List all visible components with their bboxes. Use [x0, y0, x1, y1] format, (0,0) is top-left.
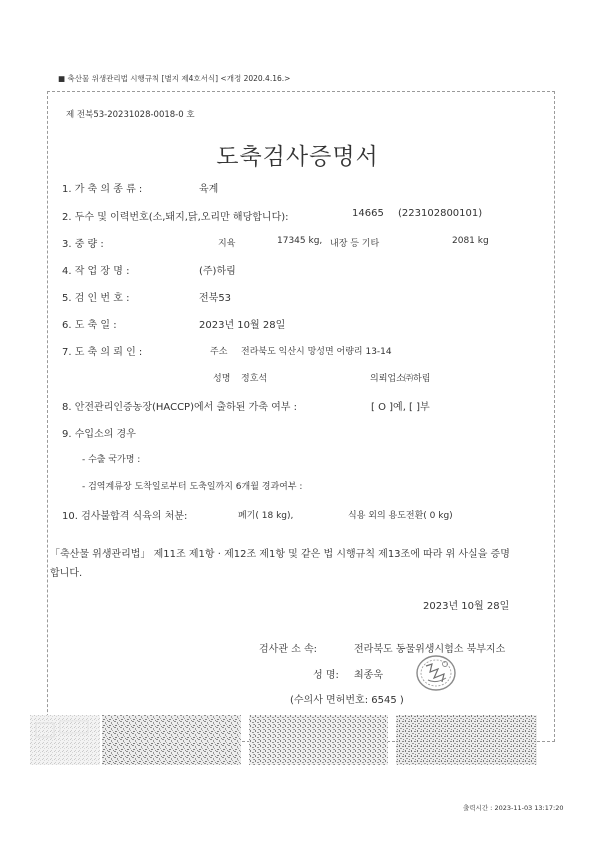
inspector-org-label: 검사관 소 속: [259, 644, 318, 655]
item1-value: 육계 [199, 184, 219, 195]
item7-label: 7. 도 축 의 뢰 인 : [62, 347, 143, 358]
inspector-org-value: 전라북도 동물위생시험소 북부지소 [354, 644, 506, 655]
item6-value: 2023년 10월 28일 [199, 320, 286, 331]
item7-client-label: 의뢰업소 [370, 374, 405, 384]
page-title: 도축검사증명서 [216, 144, 379, 170]
item7-name-label: 성명 [213, 374, 231, 384]
item3-carcass-value: 17345 kg, [277, 236, 323, 246]
form-header: ■ 축산물 위생관리법 시행규칙 [별지 제4호서식] <개정 2020.4.16.> [58, 74, 291, 83]
item1-label: 1. 가 축 의 종 류 : [62, 184, 143, 195]
item3-carcass-label: 지육 [218, 239, 236, 249]
item10-disposal: 폐기( 18 kg), [238, 511, 294, 521]
item3-other-value: 2081 kg [452, 236, 489, 246]
item9-quarantine-check: - 검역계류장 도착일로부터 도축일까지 6개월 경과여부 : [82, 482, 303, 492]
statement-line-1: 「축산물 위생관리법」 제11조 제1항 · 제12조 제1항 및 같은 법 시행규칙 제13조에 따라 위 사실을 증명 [50, 549, 510, 560]
statement-line-2: 합니다. [50, 568, 83, 579]
official-seal-icon [412, 652, 460, 694]
item5-value: 전북53 [199, 293, 232, 304]
item7-address-label: 주소 [210, 347, 228, 357]
item10-label: 10. 검사불합격 식육의 처분: [62, 511, 188, 522]
item4-value: (주)하림 [199, 266, 236, 277]
item9-export-country: - 수출 국가명 : [82, 455, 141, 465]
item6-label: 6. 도 축 일 : [62, 320, 117, 331]
item3-other-label: 내장 등 기타 [330, 239, 380, 249]
item9-label: 9. 수입소의 경우 [62, 429, 136, 440]
item4-label: 4. 작 업 장 명 : [62, 266, 130, 277]
item7-address-value: 전라북도 익산시 망성면 어량리 13-14 [241, 347, 392, 357]
item2-label: 2. 두수 및 이력번호(소,돼지,닭,오리만 해당합니다): [62, 212, 289, 223]
security-pattern-2-icon [249, 715, 388, 765]
item8-label: 8. 안전관리인증농장(HACCP)에서 출하된 가축 여부 : [62, 402, 298, 413]
item7-name-value: 정호석 [241, 374, 268, 384]
item7-client-value: ㈜하림 [404, 374, 431, 384]
item5-label: 5. 검 인 번 호 : [62, 293, 130, 304]
issue-date: 2023년 10월 28일 [423, 601, 510, 612]
item3-label: 3. 중 량 : [62, 239, 104, 250]
security-pattern-3-icon [396, 715, 537, 765]
item8-haccp-choice: [ O ]예, [ ]부 [371, 402, 430, 413]
inspector-name-value: 최종욱 [354, 670, 383, 681]
print-timestamp: 출력시간 : 2023-11-03 13:17:20 [463, 804, 564, 812]
item2-trace-number: (223102800101) [398, 208, 483, 219]
inspector-license: (수의사 면허번호: 6545 ) [290, 695, 404, 706]
item2-count: 14665 [352, 208, 384, 219]
item10-other-use: 식용 외의 용도전환( 0 kg) [348, 511, 453, 521]
security-pattern-1-icon [102, 715, 241, 765]
document-number: 제 전북53-20231028-0018-0 호 [66, 110, 195, 120]
security-pattern-small-left-icon [30, 715, 100, 765]
inspector-name-label: 성 명: [313, 670, 339, 681]
